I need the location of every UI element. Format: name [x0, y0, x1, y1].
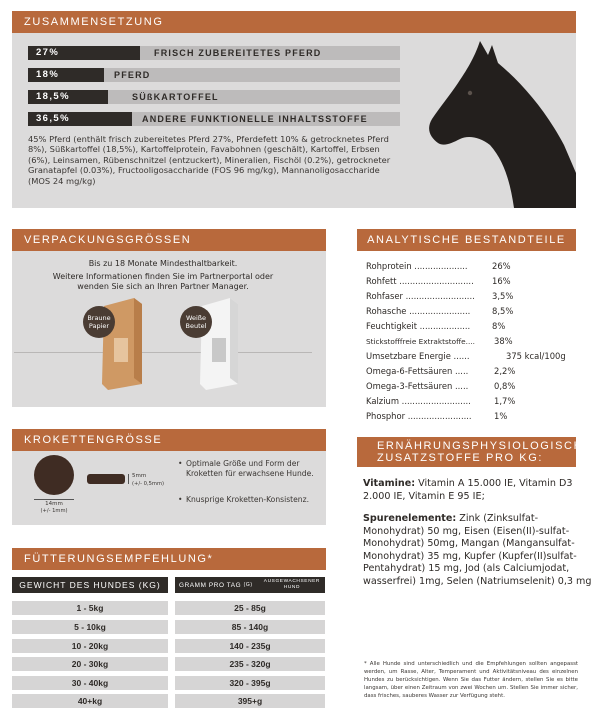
additives-title-1: ERNÄHRUNGSPHYSIOLOGISCHE	[377, 440, 593, 452]
composition-header	[12, 11, 576, 33]
feeding-title: FÜTTERUNGSEMPFEHLUNG*	[24, 553, 214, 565]
kibble-title: KROKETTENGRÖSSE	[24, 434, 163, 446]
kibble-width-label: 14mm	[45, 501, 63, 507]
analytical-row: Stickstofffreie Extraktstoffe.... 38%	[366, 336, 513, 346]
composition-bar-2-fill: 18%	[28, 68, 104, 82]
feeding-col-adult: AUSGEWACHSENER HUND	[263, 579, 320, 590]
feeding-grams-cell: 235 - 320g	[175, 657, 325, 671]
feeding-grams-cell: 25 - 85g	[175, 601, 325, 615]
analytical-row: Omega-3-Fettsäuren ..... 0,8%	[366, 381, 516, 391]
analytical-row: Rohprotein .................... 26%	[366, 261, 511, 271]
horse-head-icon	[418, 33, 576, 208]
analytical-row: Rohfett ............................ 16%	[366, 276, 511, 286]
kibble-side-view	[87, 474, 125, 484]
composition-bar-1-fill: 27%	[28, 46, 140, 60]
bullet-dot-icon: •	[178, 459, 183, 468]
feeding-weight-cell: 30 - 40kg	[12, 676, 168, 690]
feeding-col-grams: GRAMM PRO TAG (G) AUSGEWACHSENER HUND	[175, 577, 325, 593]
brown-paper-badge: Braune Papier	[83, 306, 115, 338]
vitamins-text: Vitamine: Vitamin A 15.000 IE, Vitamin D3 2.000 IE, Vitamin E 95 IE;	[363, 478, 573, 502]
feeding-grams-cell: 140 - 235g	[175, 639, 325, 653]
composition-title: ZUSAMMENSETZUNG	[24, 16, 164, 28]
packaging-info-2: wenden Sie sich an Ihren Partner Manager.	[77, 282, 249, 291]
analytical-row: Feuchtigkeit ................... 8%	[366, 321, 506, 331]
feeding-col-weight: GEWICHT DES HUNDES (KG)	[12, 577, 168, 593]
kibble-height-tolerance: (+/- 0,5mm)	[132, 481, 165, 487]
composition-bar-4-fill: 36,5%	[28, 112, 132, 126]
packaging-shelf-life: Bis zu 18 Monate Mindesthaltbarkeit.	[88, 259, 238, 268]
composition-bar-1-label: FRISCH ZUBEREITETES PFERD	[154, 48, 322, 58]
white-bag-badge: Weiße Beutel	[180, 306, 212, 338]
feeding-weight-cell: 10 - 20kg	[12, 639, 168, 653]
composition-bar-4	[28, 112, 400, 126]
packaging-info-1: Weitere Informationen finden Sie im Partnerportal oder	[52, 272, 274, 281]
kibble-top-view	[34, 455, 74, 495]
analytical-row: Rohasche ....................... 8,5%	[366, 306, 514, 316]
composition-bar-4-label: ANDERE FUNKTIONELLE INHALTSSTOFFE	[142, 114, 368, 124]
kibble-width-tolerance: (+/- 1mm)	[40, 508, 68, 514]
feeding-weight-cell: 5 - 10kg	[12, 620, 168, 634]
analytical-row: Umsetzbare Energie ...... 375 kcal/100g	[366, 351, 566, 361]
feeding-grams-cell: 395+g	[175, 694, 325, 708]
feeding-weight-cell: 1 - 5kg	[12, 601, 168, 615]
kibble-height-line	[128, 474, 129, 484]
analytical-row: Kalzium .......................... 1,7%	[366, 396, 516, 406]
feeding-grams-cell: 320 - 395g	[175, 676, 325, 690]
analytical-row: Omega-6-Fettsäuren ..... 2,2%	[366, 366, 516, 376]
ingredients-text: 45% Pferd (enthält frisch zubereitetes Pferd 27%, Pferdefett 10% & getrocknetes Pferd 8%), Süßkartoffel (18,5%), Kartoffelprotein, Favabohnen (geschält), Kartoffel, Erbsen (6%), Leinsamen, Rübenschnitzel (entzuckert), Mineralien, Fischöl (0.2%), getrockneter Granatapfel (0.03%), Fructooligosaccharide (FOS 96 mg/kg), Mannanoligosaccharide (MOS 24 mg/kg)	[28, 134, 391, 186]
packaging-title: VERPACKUNGSGRÖSSEN	[24, 234, 192, 246]
feeding-weight-cell: 40+kg	[12, 694, 168, 708]
additives-header	[357, 437, 593, 467]
trace-elements-text: Spurenelemente: Zink (Zinksulfat-Monohydrat) 50 mg, Eisen (Eisen(II)-sulfat-Monohydrat) 50mg, Mangan (Mangansulfat-Monohydrat) 35 mg, Kupfer (Kupfer(II)sulfat-Pentahydrat) 15 mg, Jod (als Calciumjodat, wasserfrei) 1mg, Selen (Natriumselenit) 0,3 mg	[363, 513, 592, 587]
kibble-height-label: 5mm	[132, 473, 147, 479]
composition-bar-2-label: PFERD	[114, 70, 151, 80]
analytical-row: Rohfaser .......................... 3,5%	[366, 291, 514, 301]
kibble-bullet-1: • Optimale Größe und Form der Kroketten für erwachsene Hunde.	[178, 459, 314, 478]
analytical-title: ANALYTISCHE BESTANDTEILE	[367, 234, 566, 246]
kibble-width-line	[34, 499, 74, 500]
additives-title-2: ZUSATZSTOFFE PRO KG:	[377, 452, 544, 464]
analytical-header	[357, 229, 576, 251]
kibble-bullet-2: • Knusprige Kroketten-Konsistenz.	[178, 495, 310, 504]
composition-bar-1	[28, 46, 400, 60]
kibble-header	[12, 429, 326, 451]
bullet-dot-icon: •	[178, 495, 183, 504]
packaging-shelf-line	[14, 352, 312, 353]
composition-bar-3-fill: 18,5%	[28, 90, 108, 104]
composition-bar-2	[28, 68, 400, 82]
composition-bar-3-label: SÜßKARTOFFEL	[132, 92, 219, 102]
feeding-footnote: * Alle Hunde sind unterschiedlich und die Empfehlungen sollten angepasst werden, um Rasse, Alter, Temperament und Aktivitätsniveau des einzelnen Hundes zu berücksichtigen. Wenn Sie das Futter ändern, stellen Sie es bitte langsam, über einen Zeitraum von zwei Wochen um. Stellen Sie immer sicher, dass frisches, sauberes Wasser zur Verfügung steht.	[364, 661, 578, 699]
feeding-header	[12, 548, 326, 570]
composition-bar-3	[28, 90, 400, 104]
feeding-weight-cell: 20 - 30kg	[12, 657, 168, 671]
analytical-row: Phosphor ........................ 1%	[366, 411, 508, 421]
packaging-header	[12, 229, 326, 251]
feeding-grams-cell: 85 - 140g	[175, 620, 325, 634]
